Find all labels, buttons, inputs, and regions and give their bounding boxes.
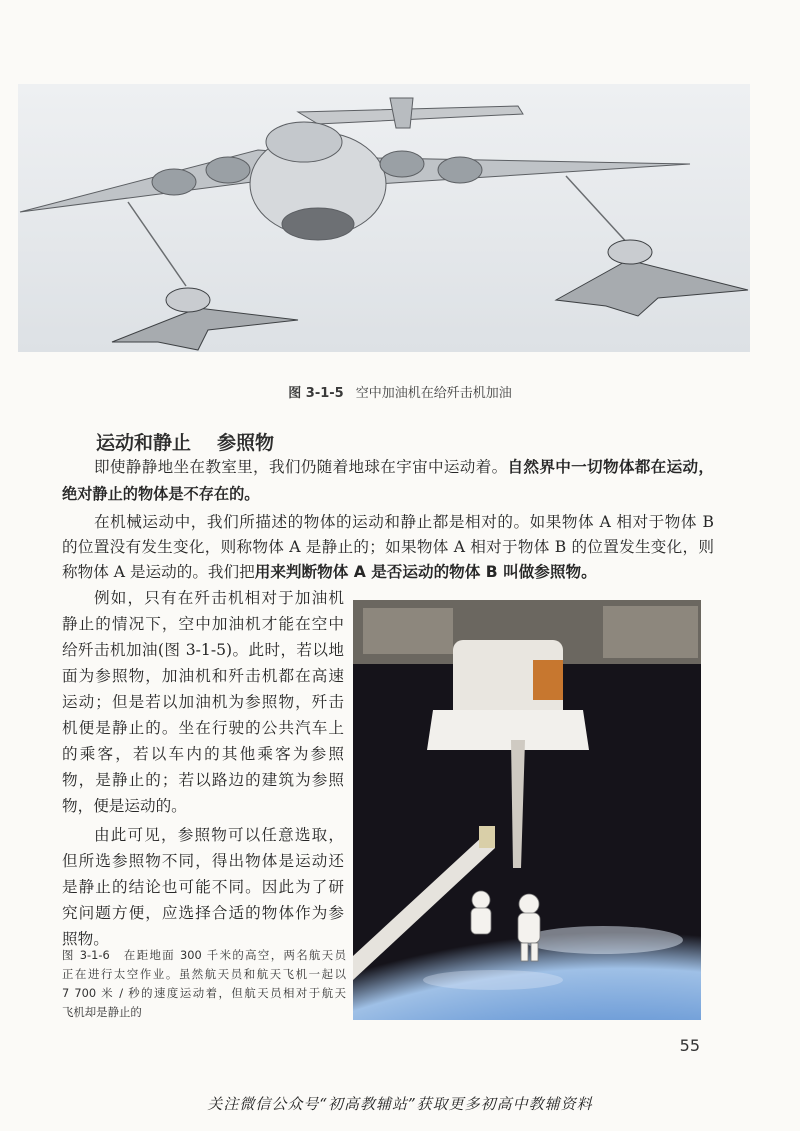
spacewalk-photo <box>353 600 701 1020</box>
section-title-reference-object: 参照物 <box>217 432 275 454</box>
figure-caption-line <box>62 946 346 965</box>
para3-line: 给歼击机加油(图 3-1-5)。此时，若以地 <box>62 641 344 659</box>
para2-line1: 在机械运动中，我们所描述的物体的运动和静止都是相对的。如果物体 A 相对于物体 B <box>94 513 714 531</box>
section-title-motion-rest: 运动和静止 <box>96 432 192 454</box>
figure-number: 图 3-1-6 <box>62 948 110 962</box>
para3-line: 的乘客，若以车内的其他乘客为参照 <box>62 745 344 763</box>
para3-line: 运动；但是若以加油机为参照物，歼击 <box>62 693 344 711</box>
figure-caption-line: 7 700 米 / 秒的速度运动着，但航天员相对于航天 <box>62 986 346 1000</box>
aerial-refueling-photo <box>18 84 750 352</box>
figure-caption-3-1-6 <box>62 946 346 1022</box>
figure-caption-line: 正在进行太空作业。虽然航天员和航天飞机一起以 <box>62 967 346 981</box>
para1-text: 即使静静地坐在教室里，我们仍随着地球在宇宙中运动着。 <box>94 458 508 476</box>
para3-line: 例如，只有在歼击机相对于加油机 <box>94 589 344 607</box>
section-title <box>96 428 274 455</box>
footer-watermark: 关注微信公众号“初高教辅站”获取更多初高中教辅资料 <box>207 1095 593 1113</box>
figure-number: 图 3-1-5 <box>288 386 344 401</box>
para1-line1 <box>62 457 714 477</box>
para4-line: 由此可见，参照物可以任意选取， <box>94 826 344 844</box>
para3-line: 物，是静止的；若以路边的建筑为参照 <box>62 771 344 789</box>
figure-caption-3-1-5 <box>0 382 800 401</box>
para3-line: 物，便是运动的。 <box>62 797 187 815</box>
figure-caption-line: 飞机却是静止的 <box>62 1005 142 1019</box>
para3-line: 机便是静止的。坐在行驶的公共汽车上 <box>62 719 344 737</box>
page-number: 55 <box>679 1036 700 1055</box>
para2-line3 <box>62 562 714 582</box>
figure-caption-text: 在距地面 300 千米的高空，两名航天员 <box>123 948 346 962</box>
reference-object-definition: 用来判断物体 A 是否运动的物体 B 叫做参照物。 <box>254 563 597 581</box>
para2-line2: 的位置没有发生变化，则称物体 A 是静止的；如果物体 A 相对于物体 B 的位置发生变化，则 <box>62 538 714 556</box>
para4-line: 照物。 <box>62 930 109 948</box>
para4-line: 究问题方便，应选择合适的物体作为参 <box>62 904 344 922</box>
para2-line3-text: 称物体 A 是运动的。我们把 <box>62 563 255 581</box>
para3-line: 静止的情况下，空中加油机才能在空中 <box>62 615 344 633</box>
para4-line: 但所选参照物不同，得出物体是运动还 <box>62 852 344 870</box>
para1-bold-text: 自然界中一切物体都在运动， <box>507 458 714 476</box>
para1-line2: 绝对静止的物体是不存在的。 <box>62 485 260 503</box>
figure-caption-text: 空中加油机在给歼击机加油 <box>355 386 512 401</box>
para3-line: 面为参照物，加油机和歼击机都在高速 <box>62 667 344 685</box>
para4-line: 是静止的结论也可能不同。因此为了研 <box>62 878 344 896</box>
